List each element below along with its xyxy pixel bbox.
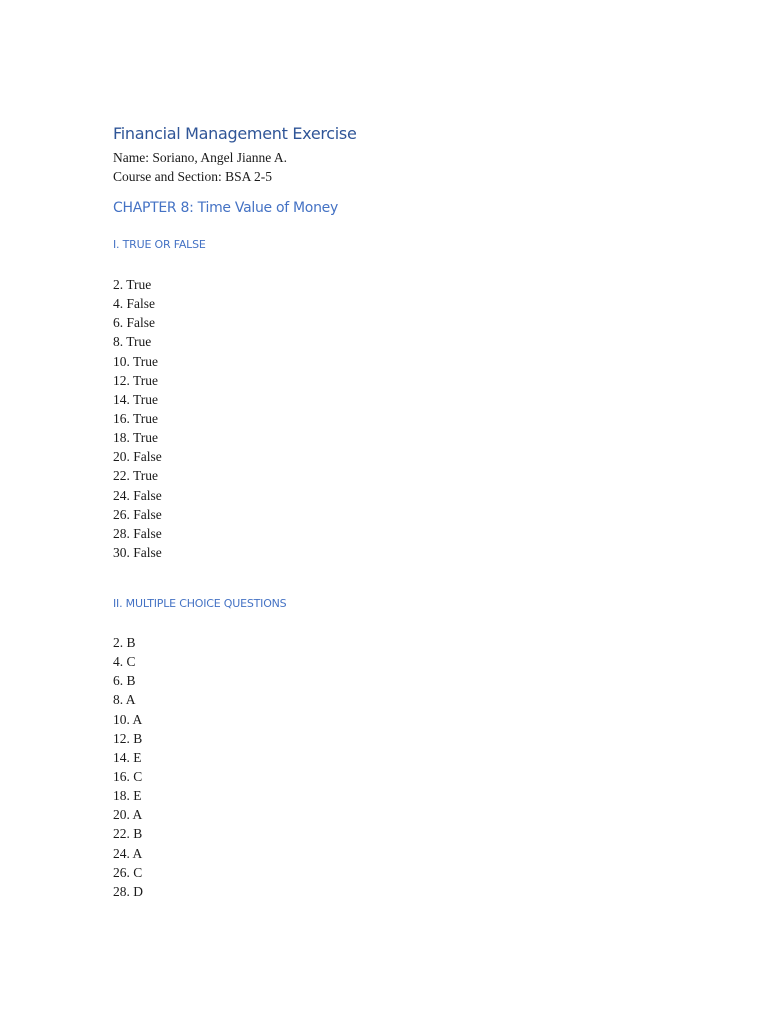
answer-item: 16. C — [113, 768, 143, 784]
answer-item: 18. True — [113, 430, 159, 446]
answer-item: 30. False — [113, 544, 162, 560]
answer-item: 12. True — [113, 372, 159, 388]
answer-item: 4. C — [113, 654, 136, 670]
answer-item: 26. False — [113, 506, 162, 522]
answer-item: 28. D — [113, 883, 143, 899]
answer-item: 2. B — [113, 635, 136, 650]
answer-item: 12. B — [113, 730, 143, 746]
answer-item: 22. B — [113, 826, 143, 842]
course-section: Course and Section: BSA 2-5 — [113, 169, 272, 184]
answer-item: 20. False — [113, 449, 162, 465]
answer-item: 14. E — [113, 749, 142, 765]
answer-item: 6. False — [113, 315, 155, 331]
document-title: Financial Management Exercise — [113, 124, 357, 143]
answer-item: 16. True — [113, 410, 159, 426]
answer-item: 6. B — [113, 673, 136, 689]
answer-item: 8. A — [113, 692, 136, 708]
answer-item: 24. False — [113, 487, 162, 503]
answer-item: 26. C — [113, 864, 143, 880]
true-false-answer-list — [113, 275, 162, 562]
answer-item: 4. False — [113, 296, 155, 312]
chapter-title: CHAPTER 8: Time Value of Money — [113, 200, 338, 216]
answer-item: 18. E — [113, 788, 142, 804]
answer-item: 14. True — [113, 391, 159, 407]
answer-item: 8. True — [113, 334, 152, 350]
student-name: Name: Soriano, Angel Jianne A. — [113, 150, 287, 165]
answer-item: 2. True — [113, 277, 152, 292]
answer-item: 28. False — [113, 525, 162, 541]
answer-item: 10. True — [113, 353, 159, 369]
answer-item: 24. A — [113, 845, 143, 861]
answer-item: 22. True — [113, 468, 159, 484]
section-heading-multiple-choice: II. MULTIPLE CHOICE QUESTIONS — [113, 597, 287, 610]
answer-item: 20. A — [113, 807, 143, 823]
multiple-choice-answer-list — [113, 633, 143, 901]
answer-item: 10. A — [113, 711, 143, 727]
section-heading-true-false: I. TRUE OR FALSE — [113, 238, 206, 251]
